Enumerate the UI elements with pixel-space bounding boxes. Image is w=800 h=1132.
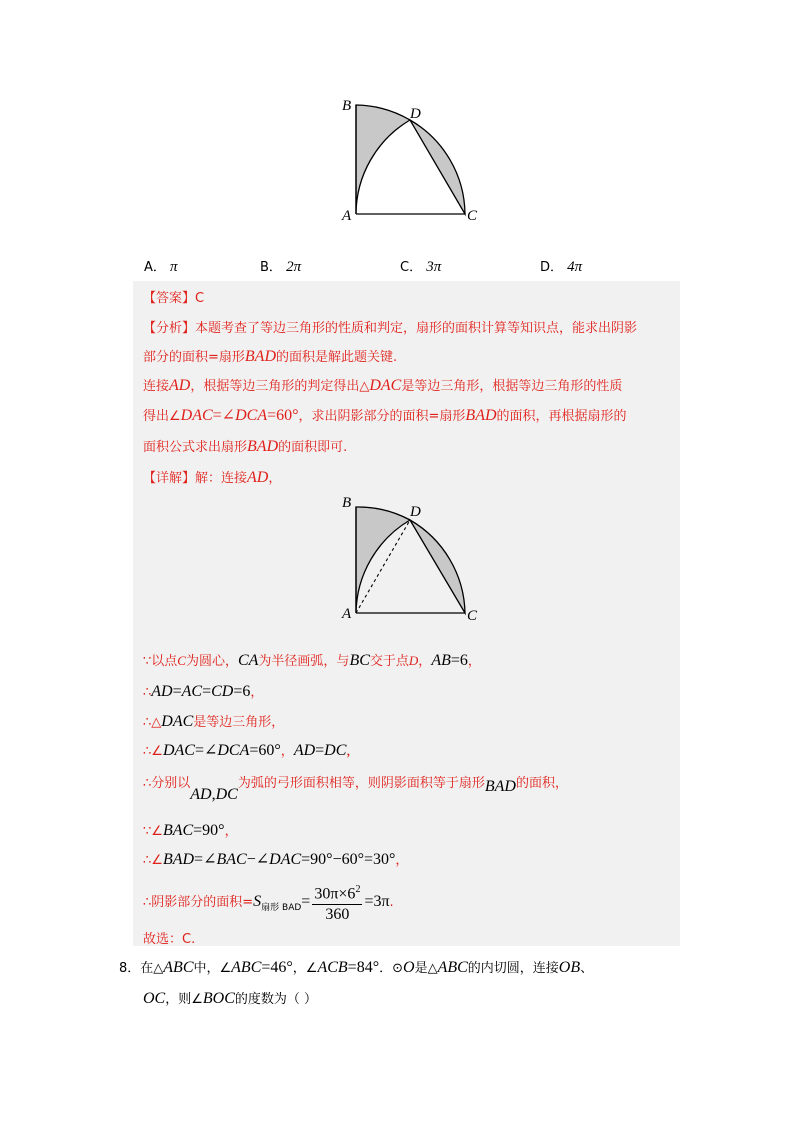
area-fraction: $\frac{30\pi\times 6^2}{360}$	[312, 880, 362, 925]
choice-a[interactable]: A． π	[144, 259, 178, 275]
analysis-line-1: 【分析】本题考查了等边三角形的性质和判定，扇形的面积计算等知识点，能求出阴影	[143, 321, 638, 336]
shaded-region-left	[356, 105, 410, 214]
step-6: ∵∠BAC=90°，	[143, 822, 238, 839]
choice-b[interactable]: B． 2π	[260, 259, 302, 275]
label-b: B	[342, 495, 352, 511]
question-8-line-2: OC，则∠BOC的度数为（ ）	[143, 990, 318, 1007]
label-d: D	[410, 106, 421, 122]
answer-line: 【答案】C	[143, 291, 205, 306]
step-5: ∴分别以AD,DC为弧的弓形面积相等，则阴影面积等于扇形BAD的面积，	[143, 776, 568, 803]
step-1: ∵以点C为圆心，CA为半径画弧，与BC交于点D，AB=6，	[143, 652, 481, 669]
label-a: A	[342, 208, 352, 224]
label-b: B	[342, 98, 352, 114]
choice-c[interactable]: C． 3π	[400, 259, 442, 275]
shaded-region-left	[356, 507, 410, 613]
conclusion-line: 故选：C.	[143, 932, 196, 947]
choice-d[interactable]: D． 4π	[540, 259, 583, 275]
detail-line: 【详解】解：连接AD，	[143, 469, 282, 486]
geometry-figure-top	[330, 90, 490, 230]
analysis-line-3: 连接AD，根据等边三角形的判定得出△DAC是等边三角形，根据等边三角形的性质	[143, 377, 623, 394]
step-4: ∴∠DAC=∠DCA=60°，AD=DC,	[143, 742, 351, 759]
label-c: C	[467, 608, 478, 624]
step-2: ∴AD=AC=CD=6，	[143, 683, 264, 700]
shaded-region-right	[410, 120, 465, 214]
question-8-line-1: 8．在△ABC中，∠ABC=46°，∠ACB=84°．⊙O是△ABC的内切圆，连接OB、	[119, 959, 594, 976]
label-d: D	[410, 504, 421, 520]
analysis-line-4: 得出∠DAC=∠DCA=60°，求出阴影部分的面积=扇形BAD的面积，再根据扇形的	[143, 407, 627, 424]
geometry-figure-solution	[330, 492, 490, 632]
label-c: C	[467, 208, 478, 224]
analysis-line-5: 面积公式求出扇形BAD的面积即可.	[143, 438, 348, 455]
step-7: ∴∠BAD=∠BAC−∠DAC=90°−60°=30°，	[143, 851, 409, 868]
step-3: ∴△DAC是等边三角形，	[143, 713, 285, 730]
analysis-line-2: 部分的面积=扇形BAD的面积是解此题关键.	[143, 348, 398, 365]
label-a: A	[342, 606, 352, 622]
shaded-region-right	[410, 520, 465, 613]
step-8: ∴阴影部分的面积$=S_{扇形 BAD}=$ $\frac{30\pi\times 6^2}{360}$ =3π.	[143, 880, 394, 925]
